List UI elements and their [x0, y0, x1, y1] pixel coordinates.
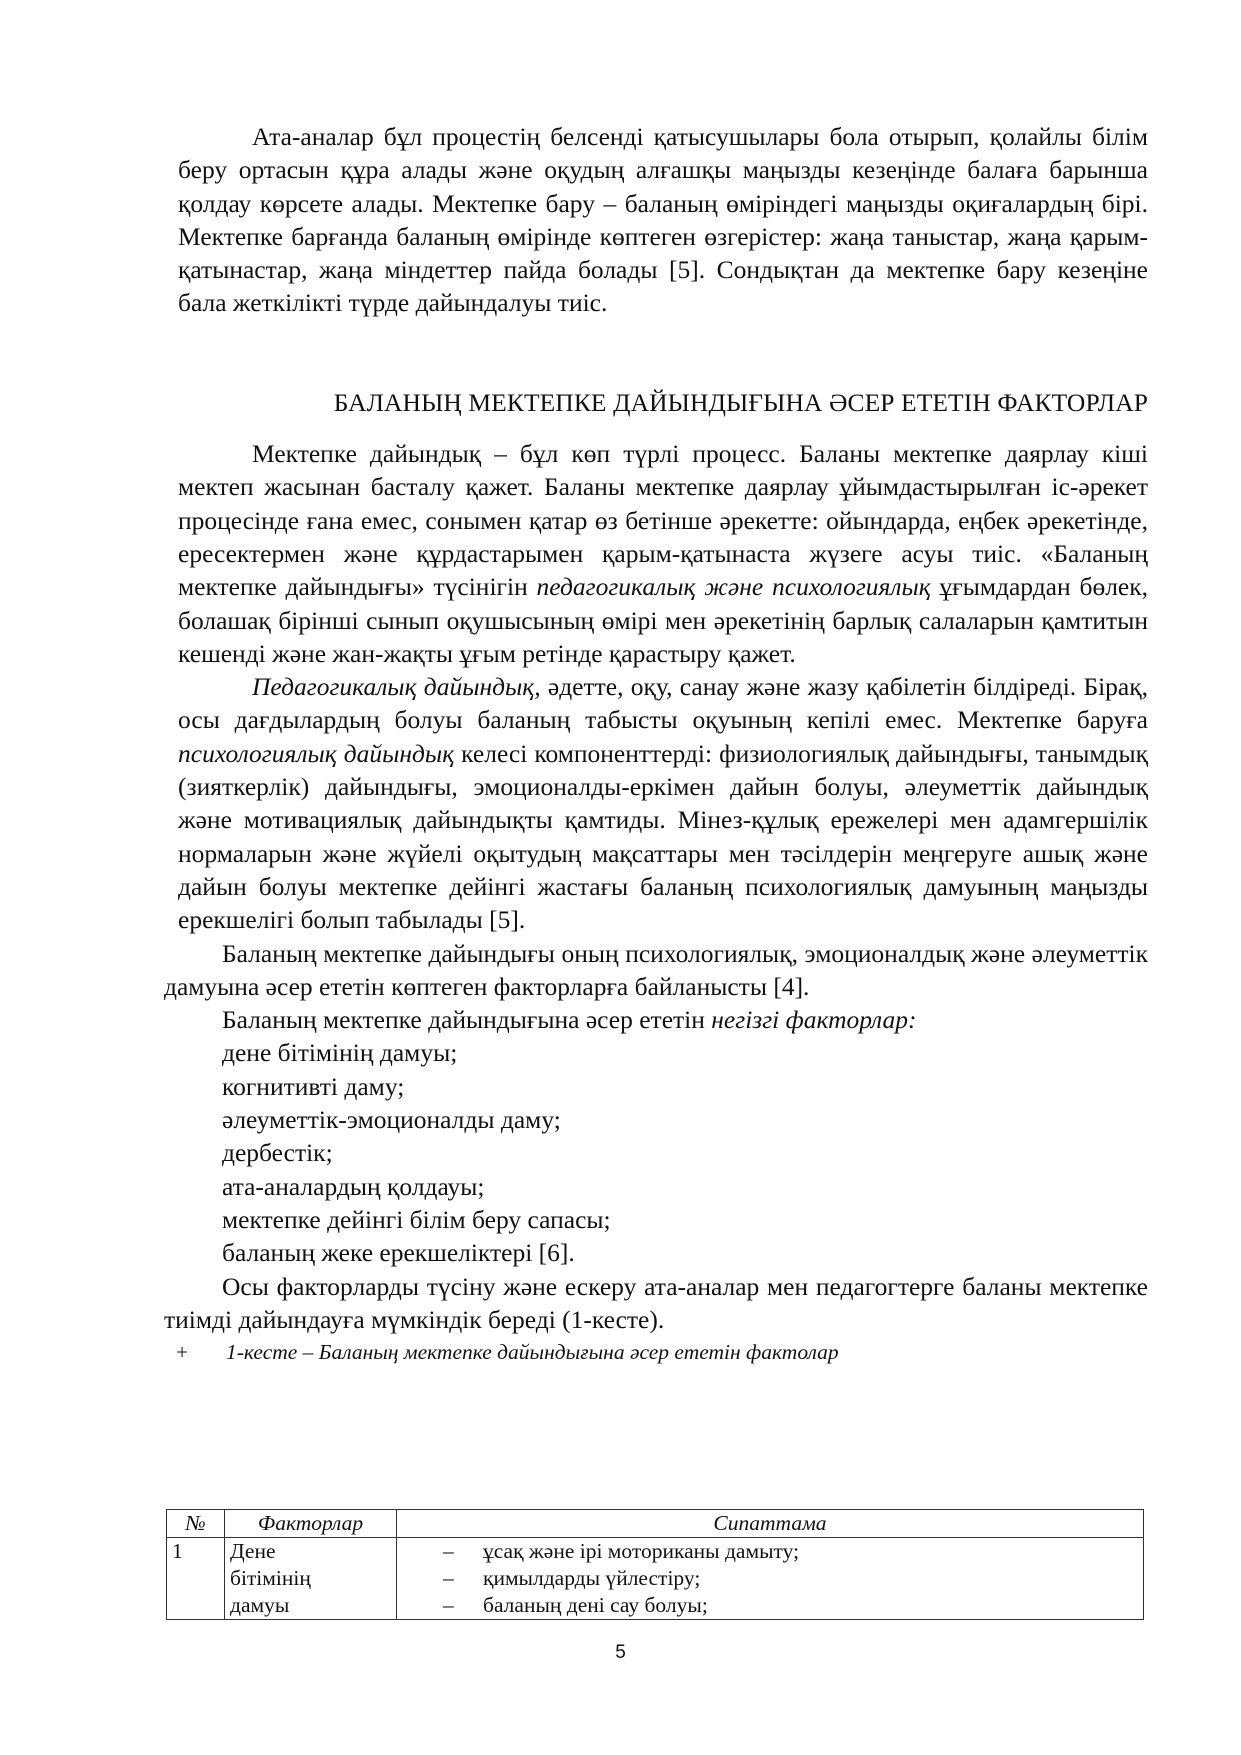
- factor-line: Дене: [230, 1539, 276, 1563]
- factors-table: [166, 1509, 1144, 1620]
- description-item: [443, 1592, 1143, 1619]
- description-item: [443, 1565, 1143, 1592]
- emphasis-text: педагогикалық және психологиялық: [536, 572, 931, 602]
- dash-marker: –: [443, 1593, 454, 1617]
- factors-list: [222, 1036, 1148, 1269]
- row-description: [397, 1538, 1144, 1620]
- description-text: ұсақ және ірі моториканы дамыту;: [483, 1539, 800, 1563]
- paragraph-parents-role: Ата-аналар бұл процестің белсенді қатысушылары бола отырып, қолайлы білім беру ортасын құра алады және оқудың алғашқы маңызды кезеңінде балаға барынша қолдау көрсете алады. Мектепке бару – баланың өміріндегі маңызды оқиғалардың бірі. Мектепке барғанда баланың өмірінде көптеген өзгерістер: жаңа таныстар, жаңа қарым-қатынастар, жаңа міндеттер пайда болады [5]. Сондықтан да мектепке бару кезеңіне бала жеткілікті түрде дайындалуы тиіс.: [178, 122, 1148, 318]
- list-item: дене бітімінің дамуы;: [222, 1038, 458, 1068]
- factor-line: дамуы: [230, 1593, 290, 1617]
- header-number: №: [167, 1510, 225, 1538]
- caption-text: 1-кесте – Баланың мектепке дайындығына әсер ететін фактолар: [226, 1340, 839, 1365]
- list-item: дербестік;: [222, 1138, 333, 1168]
- factor-line: бітімінің: [230, 1566, 311, 1590]
- page-number: 5: [615, 1642, 626, 1663]
- table-caption: [176, 1338, 1148, 1366]
- paragraph-text: Баланың мектепке дайындығына әсер ететін: [222, 1005, 712, 1035]
- paragraph-pedagogical-readiness: [178, 670, 1148, 936]
- list-item: баланың жеке ерекшеліктері [6].: [222, 1238, 575, 1268]
- list-item: когнитивті даму;: [222, 1071, 405, 1101]
- paragraph-text: келесі компоненттерді: физиологиялық дайындығы, танымдық (зияткерлік) дайындығы, эмоционалды-еркімен дайын болуы, әлеуметтік дайындық және мотивациялық дайындықты қамтиды. Мінез-құлық ережелері мен адамгершілік нормаларын және жүйелі оқытудың мақсаттары мен тәсілдерін меңгеруге ашық және дайын болуы мектепке дейінгі жастағы баланың психологиялық дамуының маңызды ерекшелігі болып табылады [5].: [178, 738, 1148, 935]
- description-item: [443, 1538, 1143, 1565]
- header-factors: Факторлар: [225, 1510, 397, 1538]
- plus-mark: +: [176, 1340, 189, 1365]
- description-text: баланың дені сау болуы;: [483, 1593, 708, 1617]
- paragraph-text: ұғымдардан бөлек, болашақ бірінші сынып оқушысының өмірі мен әрекетінің барлық салаларын қамтитын кешенді және жан-жақты ұғым ретінде қарастыру қажет.: [178, 572, 1149, 668]
- paragraph-conclusion: Осы факторларды түсіну және ескеру ата-аналар мен педагогтерге баланы мектепке тиімді дайындауға мүмкіндік береді (1-кесте).: [164, 1271, 1148, 1334]
- paragraph-text: әдетте, оқу, санау және жазу қабілетін білдіреді. Бірақ, осы дағдылардың болуы баланың табысты оқуының кепілі емес. Мектепке баруға: [178, 672, 1149, 735]
- emphasis-text: негізгі факторлар:: [711, 1005, 917, 1035]
- row-factor: [225, 1538, 397, 1620]
- paragraph-school-readiness: [178, 437, 1148, 670]
- paragraph-text: Мектепке дайындық – бұл көп түрлі процесс. Баланы мектепке даярлау кіші мектеп жасынан басталу қажет. Баланы мектепке даярлау ұйымдастырылған іс-әрекет процесінде ғана емес, сонымен қатар өз бетінше әрекетте: ойындарда, еңбек әрекетінде, ересектермен және құрдастарымен қарым-қатынаста жүзеге асуы тиіс. «Баланың мектепке дайындығы» түсінігін: [178, 439, 1148, 602]
- page-body: [164, 120, 1149, 1366]
- row-number: 1: [167, 1538, 225, 1620]
- table-row: [167, 1538, 1144, 1620]
- list-item: ата-аналардың қолдауы;: [222, 1171, 485, 1201]
- table-header-row: [167, 1510, 1144, 1538]
- dash-marker: –: [443, 1539, 454, 1563]
- section-heading: БАЛАНЫҢ МЕКТЕПКЕ ДАЙЫНДЫҒЫНА ӘСЕР ЕТЕТІН ФАКТОРЛАР: [333, 387, 1148, 417]
- emphasis-text: психологиялық дайындық: [178, 738, 455, 768]
- list-item: мектепке дейінгі білім беру сапасы;: [222, 1204, 611, 1234]
- paragraph-factors-intro: Баланың мектепке дайындығы оның психологиялық, эмоционалдық және әлеуметтік дамуына әсер ететін көптеген факторларға байланысты [4].: [164, 938, 1148, 1001]
- list-item: әлеуметтік-эмоционалды даму;: [222, 1105, 561, 1135]
- dash-marker: –: [443, 1566, 454, 1590]
- header-description: Сипаттама: [397, 1510, 1144, 1538]
- paragraph-main-factors: [178, 1003, 1148, 1036]
- description-text: қимылдарды үйлестіру;: [483, 1566, 701, 1590]
- emphasis-text: Педагогикалық дайындық,: [252, 672, 541, 702]
